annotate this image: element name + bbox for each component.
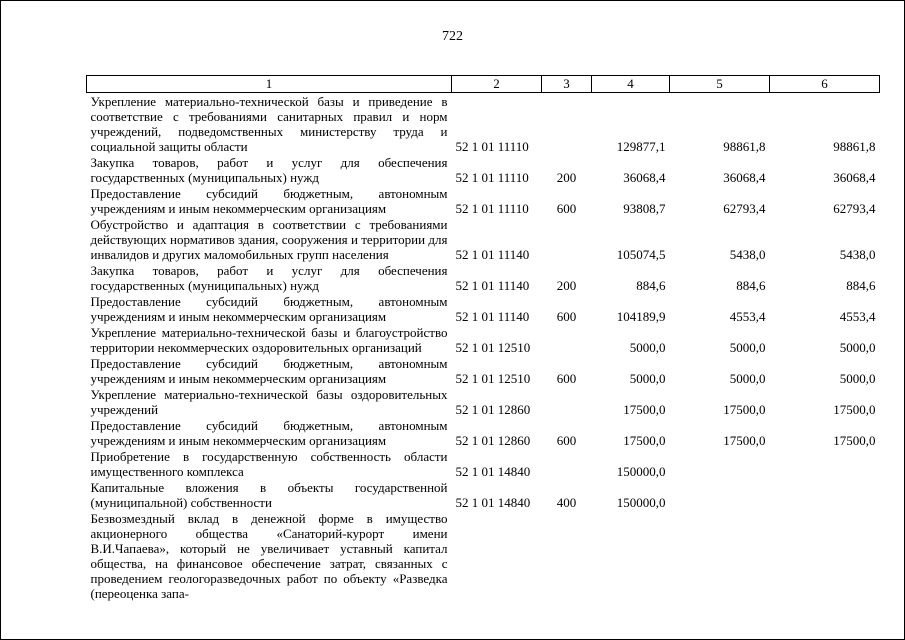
column-header: 6: [770, 76, 880, 93]
table-row: [87, 93, 880, 155]
expense-name: Предоставление субсидий бюджетным, автономным учреждениям и иным некоммерческим организациям: [90, 294, 448, 324]
expense-type-code: 600: [556, 201, 577, 216]
table-row: [87, 154, 880, 185]
column-header: 2: [452, 76, 542, 93]
expense-type-code: 400: [556, 495, 577, 510]
amount-col6: 98861,8: [833, 139, 876, 154]
column-header: 1: [87, 76, 452, 93]
expense-type-code: [542, 324, 592, 355]
page-number: 722: [442, 29, 463, 44]
column-header: 5: [670, 76, 770, 93]
amount-col5: 36068,4: [723, 170, 766, 185]
amount-col5: 17500,0: [723, 402, 766, 417]
amount-col4: 93808,7: [623, 201, 666, 216]
expense-type-code: [542, 510, 592, 601]
amount-col6: [770, 479, 880, 510]
target-item-code: 52 1 01 11110: [455, 201, 529, 216]
column-header: 3: [542, 76, 592, 93]
table-row: [87, 216, 880, 262]
amount-col5: 98861,8: [723, 139, 766, 154]
table-header: [87, 76, 880, 93]
budget-table: [86, 75, 880, 601]
expense-name: Закупка товаров, работ и услуг для обеспечения государственных (муниципальных) нужд: [90, 263, 448, 293]
table-body: [87, 93, 880, 602]
expense-name: Укрепление материально-технической базы и приведение в соответствие с требованиями санитарных правил и норм учреждений, подведомственных министерству труда и социальной защиты области: [90, 94, 448, 154]
expense-name: Укрепление материально-технической базы и благоустройство территории некоммерческих оздоровительных организаций: [90, 325, 448, 355]
table-row: [87, 293, 880, 324]
target-item-code: 52 1 01 12510: [455, 371, 531, 386]
target-item-code: 52 1 01 11110: [455, 170, 529, 185]
target-item-code: 52 1 01 12860: [455, 433, 531, 448]
amount-col4: 5000,0: [629, 371, 666, 386]
amount-col6: 5000,0: [839, 371, 876, 386]
table-header-row: [87, 76, 880, 93]
amount-col6: 5000,0: [839, 340, 876, 355]
table-row: [87, 510, 880, 601]
amount-col5: 62793,4: [723, 201, 766, 216]
expense-name: Приобретение в государственную собственность области имущественного комплекса: [90, 449, 448, 479]
expense-type-code: 200: [556, 278, 577, 293]
table-row: [87, 448, 880, 479]
amount-col5: 5000,0: [729, 371, 766, 386]
expense-type-code: 600: [556, 309, 577, 324]
amount-col5: [670, 479, 770, 510]
target-item-code: 52 1 01 11140: [455, 278, 530, 293]
target-item-code: 52 1 01 12510: [455, 340, 531, 355]
amount-col6: 4553,4: [839, 309, 876, 324]
expense-name: Предоставление субсидий бюджетным, автономным учреждениям и иным некоммерческим организациям: [90, 186, 448, 216]
amount-col4: [592, 510, 670, 601]
expense-name: Закупка товаров, работ и услуг для обеспечения государственных (муниципальных) нужд: [90, 155, 448, 185]
amount-col5: 884,6: [736, 278, 766, 293]
amount-col4: 104189,9: [616, 309, 666, 324]
amount-col4: 36068,4: [623, 170, 666, 185]
target-item-code: 52 1 01 14840: [455, 464, 531, 479]
amount-col4: 884,6: [636, 278, 666, 293]
expense-type-code: [542, 93, 592, 155]
table-row: [87, 262, 880, 293]
amount-col6: 62793,4: [833, 201, 876, 216]
table-row: [87, 417, 880, 448]
amount-col6: 5438,0: [839, 247, 876, 262]
expense-type-code: [542, 448, 592, 479]
amount-col5: [670, 510, 770, 601]
amount-col4: 129877,1: [616, 139, 666, 154]
amount-col6: 17500,0: [833, 402, 876, 417]
target-item-code: [452, 510, 542, 601]
expense-name: Укрепление материально-технической базы оздоровительных учреждений: [90, 387, 448, 417]
target-item-code: 52 1 01 11140: [455, 309, 530, 324]
expense-type-code: 600: [556, 433, 577, 448]
expense-type-code: [542, 386, 592, 417]
amount-col4: 150000,0: [616, 464, 666, 479]
expense-name: Капитальные вложения в объекты государственной (муниципальной) собственности: [90, 480, 448, 510]
target-item-code: 52 1 01 11140: [455, 247, 530, 262]
amount-col4: 5000,0: [629, 340, 666, 355]
amount-col4: 17500,0: [623, 402, 666, 417]
expense-type-code: [542, 216, 592, 262]
amount-col4: 17500,0: [623, 433, 666, 448]
expense-name: Обустройство и адаптация в соответствии с требованиями действующих нормативов здания, сооружения и территории для инвалидов и других маломобильных групп населения: [90, 217, 448, 262]
table-row: [87, 324, 880, 355]
expense-name: Безвозмездный вклад в денежной форме в имущество акционерного общества «Санаторий-курорт имени В.И.Чапаева», который не увеличивает уставный капитал общества, на финансовое обеспечение затрат, связанных с проведением геологоразведочных работ по объекту «Разведка (переоценка запа-: [90, 511, 448, 601]
expense-type-code: 600: [556, 371, 577, 386]
amount-col4: 150000,0: [616, 495, 666, 510]
amount-col6: 884,6: [846, 278, 876, 293]
amount-col5: [670, 448, 770, 479]
amount-col6: 36068,4: [833, 170, 876, 185]
table-row: [87, 386, 880, 417]
table-row: [87, 479, 880, 510]
target-item-code: 52 1 01 14840: [455, 495, 531, 510]
amount-col4: 105074,5: [616, 247, 666, 262]
amount-col5: 5438,0: [729, 247, 766, 262]
table-row: [87, 355, 880, 386]
amount-col6: 17500,0: [833, 433, 876, 448]
target-item-code: 52 1 01 12860: [455, 402, 531, 417]
column-header: 4: [592, 76, 670, 93]
amount-col5: 5000,0: [729, 340, 766, 355]
expense-type-code: 200: [556, 170, 577, 185]
target-item-code: 52 1 01 11110: [455, 139, 529, 154]
amount-col5: 4553,4: [729, 309, 766, 324]
expense-name: Предоставление субсидий бюджетным, автономным учреждениям и иным некоммерческим организациям: [90, 418, 448, 448]
amount-col5: 17500,0: [723, 433, 766, 448]
table-row: [87, 185, 880, 216]
expense-name: Предоставление субсидий бюджетным, автономным учреждениям и иным некоммерческим организациям: [90, 356, 448, 386]
amount-col6: [770, 510, 880, 601]
amount-col6: [770, 448, 880, 479]
